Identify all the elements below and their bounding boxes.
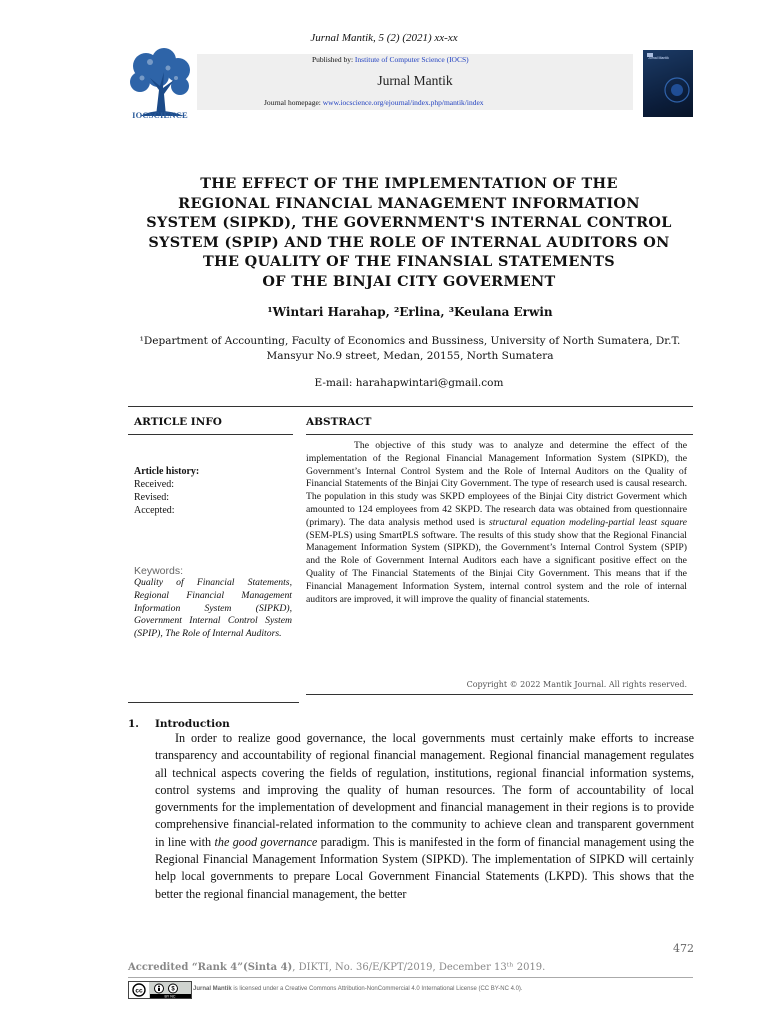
abstract-part: The objective of this study was to analyze and determine the effect of the implementation of the Regional Financial Management Information System (SIPKD), the Government’s Internal Control System and the Role of Internal Auditors on the Quality of Financial Statements of the Binjai City Government. The type of research used is causal research. The population in this study was SKPD employees of the Binjai City district Goverment which amounted to 124 employees from 42 SKPD. The research data was obtained from questionnaire (primary). The data analysis method used is: [306, 440, 687, 528]
top-rule: [128, 406, 693, 407]
license-text: is licensed under a Creative Commons Attribution-NonCommercial 4.0 International License (CC BY-NC 4.0).: [231, 986, 523, 992]
article-info-heading: ARTICLE INFO: [134, 416, 222, 428]
abstract-italic: structural equation modeling-partial least square: [488, 516, 687, 528]
license-journal: Jurnal Mantik: [193, 986, 232, 992]
title-line: THE QUALITY OF THE FINANSIAL STATEMENTS: [203, 253, 615, 270]
title-line: SYSTEM (SPIP) AND THE ROLE OF INTERNAL AUDITORS ON: [148, 233, 670, 251]
introduction-text: [155, 730, 694, 903]
intro-part: In order to realize good governance, the local governments must certainly make efforts to increase transparency and accountability of regional financial management. Regional financial management regulates all technical aspects covering the fields of regulation, institutions, regional financial information systems, control systems and improving the quality of human resources. The form of accountability of local governments for the implementation of development and financial management in their regions is to provide comprehensive financial-related information to the community to achieve clean and transparent government in line with: [155, 731, 694, 849]
svg-text:$: $: [171, 986, 175, 993]
paper-title: [116, 174, 702, 291]
authors: ¹Wintari Harahap, ²Erlina, ³Keulana Erwin: [267, 305, 553, 319]
cc-license-badge[interactable]: [128, 981, 192, 999]
accreditation-rank: Accredited “Rank 4”(Sinta 4): [128, 962, 293, 973]
abstract-part: (SEM-PLS) using SmartPLS software. The results of this study show that the Regional Financial Management Information System (SIPKD), the Government’s Internal Control System (SPIP) and the Role of Government Internal Auditors each have a significant positive effect on the Quality of The Financial Statements of the Binjai City Government. This means that if the Financial Management Information System, internal control system and the role of internal auditors are improved, it will improve the quality of financial statements.: [306, 529, 687, 605]
article-history: [134, 465, 199, 517]
journal-reference: Jurnal Mantik, 5 (2) (2021) xx-xx: [310, 32, 458, 44]
title-line: THE EFFECT OF THE IMPLEMENTATION OF THE: [200, 175, 618, 192]
footnote-rule: [128, 702, 299, 703]
revised: Revised:: [134, 492, 169, 503]
license-note: [193, 986, 523, 992]
accreditation: [128, 962, 545, 973]
copyright: Copyright © 2022 Mantik Journal. All rights reserved.: [466, 680, 687, 689]
cover-title: Jurnal Mantik: [648, 56, 669, 60]
homepage-link[interactable]: www.iocscience.org/ejournal/index.php/mantik/index: [322, 98, 484, 107]
title-line: REGIONAL FINANCIAL MANAGEMENT INFORMATION: [178, 194, 640, 212]
cc-badge-text: BY NC: [164, 994, 176, 998]
journal-name: Jurnal Mantik: [377, 73, 453, 88]
accepted: Accepted:: [134, 505, 175, 516]
published-by-label: Published by:: [312, 55, 354, 64]
publisher-link[interactable]: Institute of Computer Science (IOCS): [354, 55, 469, 64]
title-line: OF THE BINJAI CITY GOVERMENT: [262, 272, 556, 290]
intro-part: paradigm. This is manifested in the form of financial management using the Regional Financial Management Information System (SIPKD). The implementation of SIPKD will certainly help local governments to prepare Local Government Financial Statements (LKPD). This shows that the better the regional financial management, the better: [155, 834, 694, 901]
intro-italic: the good governance: [214, 834, 318, 849]
author-email: E-mail: harahapwintari@gmail.com: [314, 377, 504, 389]
title-line: SYSTEM (SIPKD), THE GOVERNMENT'S INTERNAL CONTROL: [146, 214, 672, 231]
journal-cover-image: [643, 50, 693, 117]
abstract-bottom-rule: [306, 694, 693, 695]
homepage-label: Journal homepage:: [264, 98, 321, 107]
history-label: Article history:: [134, 466, 200, 477]
section-heading: Introduction: [155, 718, 230, 730]
page-number: 472: [673, 942, 694, 955]
footer-rule: [128, 977, 693, 978]
keywords: Quality of Financial Statements, Regional Financial Management Information System (SIPKD), Government Internal Control System (SPIP), The Role of Internal Auditors.: [134, 577, 292, 640]
iocs-logo-text: IOCSCIENCE: [132, 110, 188, 120]
info-rule: [128, 434, 293, 435]
abstract-text: [306, 440, 687, 606]
published-by: [312, 55, 469, 64]
accreditation-details: , DIKTI, No. 36/E/KPT/2019, December 13ᵗʰ 2019.: [292, 962, 546, 973]
affiliation: ¹Department of Accounting, Faculty of Economics and Bussiness, University of North Sumatera, Dr.T. Mansyur No.9 street, Medan, 20155, North Sumatera: [139, 335, 681, 362]
section-number: 1.: [128, 718, 139, 730]
abstract-rule: [306, 434, 693, 435]
keywords-label: Keywords:: [134, 565, 184, 577]
svg-text:cc: cc: [135, 987, 143, 995]
abstract-heading: ABSTRACT: [306, 416, 372, 428]
received: Received:: [134, 479, 174, 490]
journal-homepage: [264, 98, 484, 107]
